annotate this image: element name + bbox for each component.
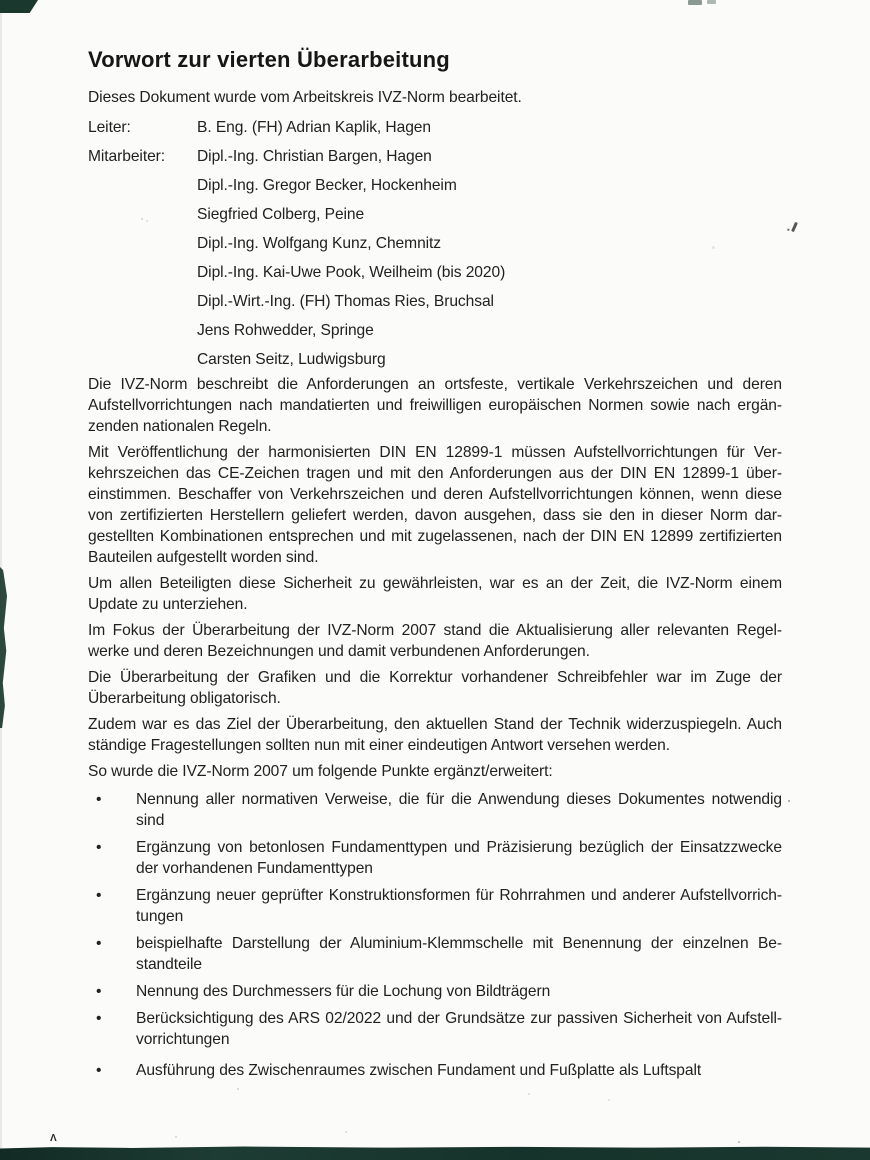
- committee-role-label: [88, 258, 197, 287]
- paragraph-line: Überarbeitung obligatorisch.: [88, 690, 281, 707]
- scan-speck: [528, 1093, 530, 1095]
- paragraph: [88, 374, 782, 437]
- paragraph: [88, 714, 782, 756]
- committee-role-label: [88, 229, 197, 258]
- committee-person-name: Dipl.-Ing. Gregor Becker, Hockenheim: [197, 177, 457, 194]
- bullet-text: [136, 789, 782, 831]
- bullet-line: Berücksichtigung des ARS 02/2022 und der Grundsätze zur passiven Sicherheit von Aufstell-: [136, 1010, 782, 1027]
- committee-member-row: [88, 142, 782, 171]
- scan-speck: [608, 1099, 610, 1101]
- handwritten-mark: Λ: [50, 1133, 57, 1144]
- scan-artifact-top-dash: [688, 0, 702, 5]
- paragraph-line: Aufstellvorrichtungen nach mandatierten und freiwilligen europäischen Normen sowie nach ergän-: [88, 397, 782, 414]
- bullet-line: Nennung des Durchmessers für die Lochung von Bildträgern: [136, 983, 551, 1000]
- bullet-item: [88, 1008, 782, 1050]
- committee-role-label: Leiter:: [88, 119, 131, 136]
- paragraph-line: So wurde die IVZ-Norm 2007 um folgende Punkte ergänzt/erweitert:: [88, 763, 553, 780]
- document-content: [88, 47, 782, 1087]
- paragraph-line: zenden nationalen Regeln.: [88, 418, 272, 435]
- scan-speck: [345, 1131, 347, 1133]
- bullet-marker: •: [96, 839, 102, 856]
- paragraph: [88, 573, 782, 615]
- paragraph-line: Um allen Beteiligten diese Sicherheit zu gewährleisten, war es an der Zeit, die IVZ-Norm einem: [88, 575, 782, 592]
- bullet-item: [88, 789, 782, 831]
- bullet-line: Ergänzung von betonlosen Fundamenttypen und Präzisierung bezüglich der Einsatzzwecke: [136, 839, 782, 856]
- paragraph-line: Im Fokus der Überarbeitung der IVZ-Norm 2007 stand die Aktualisierung aller relevanten Regel-: [88, 622, 782, 639]
- bullet-line: beispielhafte Darstellung der Aluminium-Klemmschelle mit Benennung der einzelnen Be-: [136, 935, 782, 952]
- paragraph-line: von zertifizierten Herstellern geliefert werden, davon ausgehen, dass sie den in dieser Norm dar-: [88, 507, 782, 524]
- bullet-line: Ergänzung neuer geprüfter Konstruktionsformen für Rohrrahmen und anderer Aufstellvorrich-: [136, 887, 782, 904]
- bullet-item: [88, 837, 782, 879]
- committee-person-name: Carsten Seitz, Ludwigsburg: [197, 351, 386, 368]
- scan-speck: [738, 1141, 740, 1143]
- intro-text: Dieses Dokument wurde vom Arbeitskreis IVZ-Norm bearbeitet.: [88, 89, 522, 106]
- paragraph-line: Die IVZ-Norm beschreibt die Anforderungen an ortsfeste, vertikale Verkehrszeichen und deren: [88, 376, 782, 393]
- bullet-text: [136, 885, 782, 927]
- paragraph-line: kehrszeichen das CE-Zeichen tragen und mit den Anforderungen aus der DIN EN 12899-1 über-: [88, 465, 782, 482]
- scan-speck: [175, 1136, 177, 1138]
- committee-person-name: Dipl.-Ing. Kai-Uwe Pook, Weilheim (bis 2020): [197, 264, 506, 281]
- scan-artifact-left-streak: [0, 567, 7, 728]
- bullet-line: Nennung aller normativen Verweise, die für die Anwendung dieses Dokumentes notwendig: [136, 791, 782, 808]
- committee-leader-row: [88, 113, 782, 142]
- bullet-text: [136, 1060, 782, 1081]
- committee-person-name: Dipl.-Wirt.-Ing. (FH) Thomas Ries, Bruchsal: [197, 293, 494, 310]
- bullet-marker: •: [96, 1062, 102, 1079]
- committee-list: [88, 113, 782, 374]
- paragraph-section: [88, 374, 782, 782]
- committee-member-row: [88, 287, 782, 316]
- paragraph-line: gestellten Kombinationen entsprechen und mit zugelassenen, nach der DIN EN 12899 zertifizierten: [88, 528, 782, 545]
- committee-member-row: [88, 345, 782, 374]
- paragraph-line: ständige Fragestellungen sollten nun mit einer eindeutigen Antwort versehen werden.: [88, 737, 670, 754]
- committee-role-label: [88, 171, 197, 200]
- committee-member-row: [88, 200, 782, 229]
- bullet-marker: •: [96, 791, 102, 808]
- committee-member-row: [88, 258, 782, 287]
- paragraph-line: einstimmen. Beschaffer von Verkehrszeichen und deren Aufstellvorrichtungen können, wenn diese: [88, 486, 782, 503]
- committee-person-name: B. Eng. (FH) Adrian Kaplik, Hagen: [197, 119, 431, 136]
- committee-role-label: [88, 316, 197, 345]
- committee-role-label: [88, 345, 197, 374]
- paragraph-line: Zudem war es das Ziel der Überarbeitung, den aktuellen Stand der Technik widerzuspiegeln. Auch: [88, 716, 782, 733]
- committee-role-label: Mitarbeiter:: [88, 148, 166, 165]
- pencil-mark: [791, 222, 798, 232]
- bullet-line: vorrichtungen: [136, 1031, 230, 1048]
- paragraph-line: Die Überarbeitung der Grafiken und die Korrektur vorhandener Schreibfehler war im Zuge der: [88, 669, 782, 686]
- paragraph-line: werke und deren Bezeichnungen und damit verbundenen Anforderungen.: [88, 643, 590, 660]
- bullet-text: [136, 933, 782, 975]
- committee-person-name: Dipl.-Ing. Wolfgang Kunz, Chemnitz: [197, 235, 442, 252]
- page-title: Vorwort zur vierten Überarbeitung: [88, 47, 450, 72]
- bullet-text: [136, 981, 782, 1002]
- committee-person-name: Dipl.-Ing. Christian Bargen, Hagen: [197, 148, 432, 165]
- bullet-item: [88, 981, 782, 1002]
- bullet-item: [88, 1060, 782, 1081]
- bullet-list: [88, 789, 782, 1081]
- bullet-item: [88, 885, 782, 927]
- scan-artifact-corner-topleft: [0, 0, 38, 13]
- bullet-line: der vorhandenen Fundamenttypen: [136, 860, 373, 877]
- paragraph-line: Bauteilen aufgestellt worden sind.: [88, 549, 319, 566]
- committee-member-row: [88, 171, 782, 200]
- bullet-line: tungen: [136, 908, 184, 925]
- paragraph: [88, 442, 782, 568]
- committee-role-label: [88, 287, 197, 316]
- bullet-text: [136, 1008, 782, 1050]
- paragraph: [88, 620, 782, 662]
- bullet-marker: •: [96, 1010, 102, 1027]
- bullet-marker: •: [96, 983, 102, 1000]
- committee-member-row: [88, 229, 782, 258]
- committee-role-label: [88, 200, 197, 229]
- committee-person-name: Jens Rohwedder, Springe: [197, 322, 374, 339]
- paragraph-line: Mit Veröffentlichung der harmonisierten DIN EN 12899-1 müssen Aufstellvorrichtungen für Ver-: [88, 444, 782, 461]
- bullet-text: [136, 837, 782, 879]
- bullet-line: Ausführung des Zwischenraumes zwischen Fundament und Fußplatte als Luftspalt: [136, 1062, 702, 1079]
- bullet-item: [88, 933, 782, 975]
- bullet-line: standteile: [136, 956, 202, 973]
- bullet-marker: •: [96, 935, 102, 952]
- committee-person-name: Siegfried Colberg, Peine: [197, 206, 365, 223]
- paragraph-line: Update zu unterziehen.: [88, 596, 248, 613]
- bullet-line: sind: [136, 812, 165, 829]
- bullet-marker: •: [96, 887, 102, 904]
- paragraph: [88, 761, 782, 782]
- paragraph: [88, 667, 782, 709]
- committee-member-row: [88, 316, 782, 345]
- scan-artifact-bottom-bar: [0, 1146, 870, 1160]
- scan-speck: [237, 1088, 239, 1090]
- scan-artifact-top-dash: [707, 0, 716, 4]
- scan-speck: [788, 800, 790, 802]
